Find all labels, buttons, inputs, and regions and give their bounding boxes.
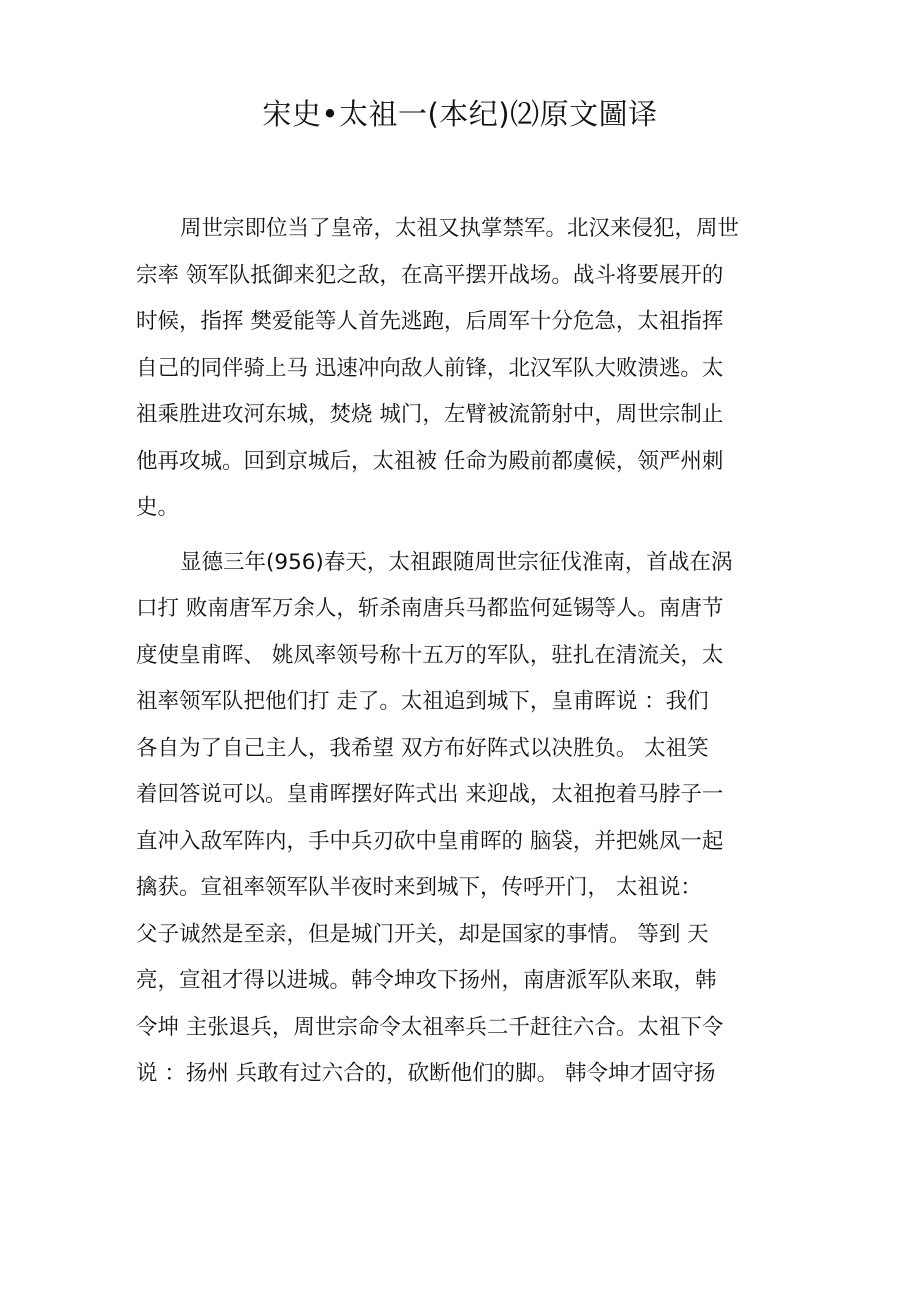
text-line: 着回答说可以。皇甫晖摆好阵式出 来迎战，太祖抱着马脖子一 <box>136 782 724 807</box>
document-title: 宋史•太祖一(本纪)⑵原文圖译 <box>262 97 658 131</box>
text-line: 他再攻城。回到京城后，太祖被 任命为殿前都虞候，领严州刺 <box>136 448 724 474</box>
text-line: 祖率领军队把他们打 走了。太祖追到城下，皇甫晖说 ：我们 <box>136 689 709 714</box>
text-line: 说 ：扬州 兵敢有过六合的，砍断他们的脚。 韩令坤才固守扬 <box>136 1061 716 1086</box>
paragraph-1 <box>136 206 806 532</box>
text-line: 各自为了自己主人，我希望 双方布好阵式以决胜负。 太祖笑 <box>136 735 709 761</box>
text-line: 周世宗即位当了皇帝，太祖又执掌禁军。北汉来侵犯，周世 <box>180 216 740 241</box>
paragraph-2 <box>136 540 806 1098</box>
text-line: 宗率 领军队抵御来犯之敌，在高平摆开战场。战斗将要展开的 <box>136 262 724 288</box>
text-line: 显德三年(956)春天，太祖跟随周世宗征伐淮南，首战在涡 <box>180 549 733 575</box>
text-line: 祖乘胜进攻河东城，焚烧 城门，左臂被流箭射中，周世宗制止 <box>136 402 724 427</box>
text-line: 令坤 主张退兵，周世宗命令太祖率兵二千赶往六合。太祖下令 <box>136 1014 724 1040</box>
text-line: 直冲入敌军阵内，手中兵刃砍中皇甫晖的 脑袋，并把姚凤一起 <box>136 828 724 854</box>
document-body <box>136 206 806 1098</box>
text-line: 史。 <box>136 495 180 520</box>
text-line: 自己的同伴骑上马 迅速冲向敌人前锋，北汉军队大败溃逃。太 <box>136 355 724 381</box>
text-line: 口打 败南唐军万余人，斩杀南唐兵马都监何延锡等人。南唐节 <box>136 596 724 621</box>
text-line: 时候，指挥 樊爱能等人首先逃跑，后周军十分危急，太祖指挥 <box>136 309 724 334</box>
text-line: 亮，宣祖才得以进城。韩令坤攻下扬州，南唐派军队来取，韩 <box>136 968 717 993</box>
text-line: 度使皇甫晖、 姚凤率领号称十五万的军队，驻扎在清流关，太 <box>136 642 724 668</box>
text-line: 擒获。宣祖率领军队半夜时来到城下，传呼开门， 太祖说： <box>136 875 702 900</box>
text-line: 父子诚然是至亲，但是城门开关，却是国家的事情。 等到 天 <box>136 921 709 947</box>
